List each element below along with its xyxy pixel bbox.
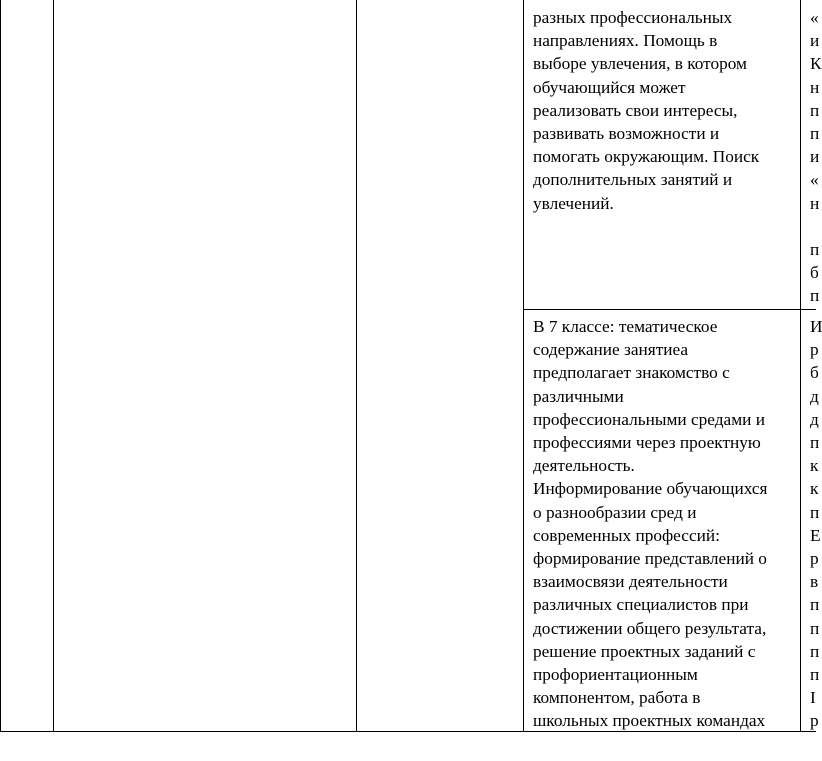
text-line: « xyxy=(810,8,819,27)
text-line: I xyxy=(810,688,816,708)
text-line: б xyxy=(810,363,819,383)
text-line: к xyxy=(810,456,819,476)
text-line: н xyxy=(810,77,820,97)
text-line: профориентационным xyxy=(533,665,698,685)
cell-row2-col5 xyxy=(810,315,822,733)
text-line: современных профессий: xyxy=(533,525,720,545)
text-line: о разнообразии сред и xyxy=(533,502,697,522)
text-line: д xyxy=(810,386,819,406)
text-line: в xyxy=(810,572,819,592)
cell-row1-col4 xyxy=(533,6,759,215)
text-line: достижении общего результата, xyxy=(533,618,767,638)
text-line: компонентом, работа в xyxy=(533,688,701,708)
text-line: взаимосвязи деятельности xyxy=(533,572,728,592)
text-line: К xyxy=(810,54,822,74)
text-line: д xyxy=(810,409,819,429)
table-col-divider-2 xyxy=(356,0,357,732)
text-line: различных специалистов при xyxy=(533,595,749,615)
text-line: помогать окружающим. Поиск xyxy=(533,147,760,167)
text-line: деятельность. xyxy=(533,456,635,476)
table-row-divider xyxy=(523,309,816,310)
cell-row1-col5 xyxy=(810,6,822,308)
text-line: Е xyxy=(810,525,821,545)
text-line: п xyxy=(810,665,820,685)
table-col-divider-4 xyxy=(800,0,801,732)
text-line: направлениях. Помощь в xyxy=(533,31,718,51)
text-line: решение проектных заданий с xyxy=(533,641,756,661)
text-line: п xyxy=(810,433,820,453)
text-line: и xyxy=(810,31,820,51)
text-line: б xyxy=(810,263,819,283)
text-line: и xyxy=(810,147,820,167)
text-line: разных профессиональных xyxy=(533,8,733,27)
text-line: н xyxy=(810,193,820,213)
text-line: школьных проектных командах xyxy=(533,711,766,731)
text-line: дополнительных занятий и xyxy=(533,170,733,190)
text-line: « xyxy=(810,170,819,190)
text-line: В 7 классе: тематическое xyxy=(533,317,718,336)
text-line: к xyxy=(810,479,819,499)
text-line: р xyxy=(810,711,819,731)
table-border-left xyxy=(0,0,1,732)
text-line: п xyxy=(810,502,820,522)
text-line: п xyxy=(810,286,820,306)
text-line: профессиями через проектную xyxy=(533,433,761,453)
text-line: профессиональными средами и xyxy=(533,409,765,429)
text-line: увлечений. xyxy=(533,193,614,213)
text-line: п xyxy=(810,618,820,638)
text-line: выборе увлечения, в котором xyxy=(533,54,747,74)
text-line: р xyxy=(810,340,819,360)
text-line: различными xyxy=(533,386,624,406)
text-line: п xyxy=(810,240,820,260)
text-line: п xyxy=(810,124,820,144)
text-line xyxy=(810,215,822,238)
cell-row2-col4 xyxy=(533,315,768,733)
text-line: И xyxy=(810,317,822,336)
text-line: р xyxy=(810,549,819,569)
text-line: предполагает знакомство с xyxy=(533,363,730,383)
text-line: развивать возможности и xyxy=(533,124,720,144)
text-line: п xyxy=(810,595,820,615)
text-line: содержание занятиеа xyxy=(533,340,689,360)
text-line: реализовать свои интересы, xyxy=(533,100,738,120)
text-line: п xyxy=(810,641,820,661)
table-col-divider-3 xyxy=(523,0,524,732)
text-line: формирование представлений о xyxy=(533,549,767,569)
text-line: п xyxy=(810,100,820,120)
table-col-divider-1 xyxy=(53,0,54,732)
text-line: Информирование обучающихся xyxy=(533,479,768,499)
text-line: обучающийся может xyxy=(533,77,686,97)
